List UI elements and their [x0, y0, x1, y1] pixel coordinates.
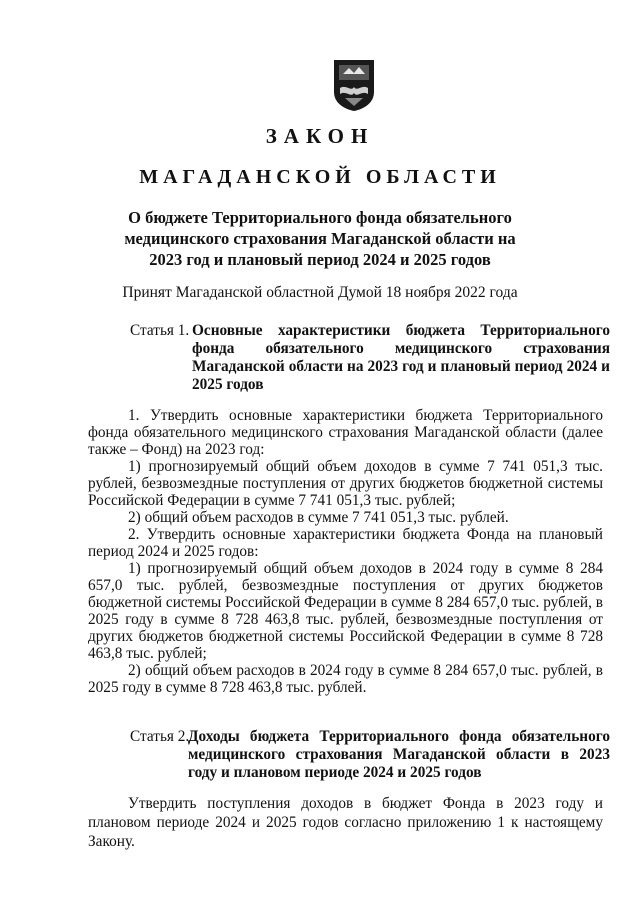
article-1-label: Статья 1.	[130, 322, 190, 339]
coat-of-arms-icon	[331, 58, 377, 112]
paragraph: 1. Утвердить основные характеристики бюджета Территориального фонда обязательного медицинского страхования Магаданской области (далее также – Фонд) на 2023 год:	[88, 407, 603, 458]
paragraph: Утвердить поступления доходов в бюджет Фонда в 2023 году и плановом периоде 2024 и 2025 годов согласно приложению 1 к настоящему Закону.	[88, 795, 603, 850]
paragraph: 2. Утвердить основные характеристики бюджета Фонда на плановый период 2024 и 2025 годов:	[88, 526, 603, 560]
article-1-body	[88, 407, 603, 696]
law-title: ЗАКОН	[265, 124, 375, 148]
article-1-heading: Основные характеристики бюджета Территориального фонда обязательного медицинского страхования Магаданской области на 2023 год и плановый период 2024 и 2025 годов	[192, 322, 610, 393]
paragraph: 1) прогнозируемый общий объем доходов в 2024 году в сумме 8 284 657,0 тыс. рублей, безвозмездные поступления от других бюджетов бюджетной системы Российской Федерации в сумме 8 284 657,0 тыс. рублей, в 2025 году в сумме 8 728 463,8 тыс. рублей, безвозмездные поступления от других бюджетов бюджетной системы Российской Федерации в сумме 8 728 463,8 тыс. рублей;	[88, 560, 603, 662]
region-title: МАГАДАНСКОЙ ОБЛАСТИ	[139, 166, 501, 188]
paragraph: 2) общий объем расходов в 2024 году в сумме 8 284 657,0 тыс. рублей, в 2025 году в сумме 8 728 463,8 тыс. рублей.	[88, 662, 603, 696]
adoption-note: Принят Магаданской областной Думой 18 ноября 2022 года	[122, 284, 518, 301]
article-2-label: Статья 2.	[130, 728, 190, 745]
law-subject-text: О бюджете Территориального фонда обязательного медицинского страхования Магаданской области на 2023 год и плановый период 2024 и 2025 годов	[124, 208, 516, 269]
paragraph: 1) прогнозируемый общий объем доходов в сумме 7 741 051,3 тыс. рублей, безвозмездные поступления от других бюджетов бюджетной системы Российской Федерации в сумме 7 741 051,3 тыс. рублей;	[88, 458, 603, 509]
article-2-body	[88, 794, 603, 851]
article-2-heading: Доходы бюджета Территориального фонда обязательного медицинского страхования Магаданской области в 2023 году и плановом периоде 2024 и 2025 годов	[188, 728, 610, 781]
law-subject	[0, 207, 640, 270]
paragraph: 2) общий объем расходов в сумме 7 741 051,3 тыс. рублей.	[128, 509, 509, 526]
